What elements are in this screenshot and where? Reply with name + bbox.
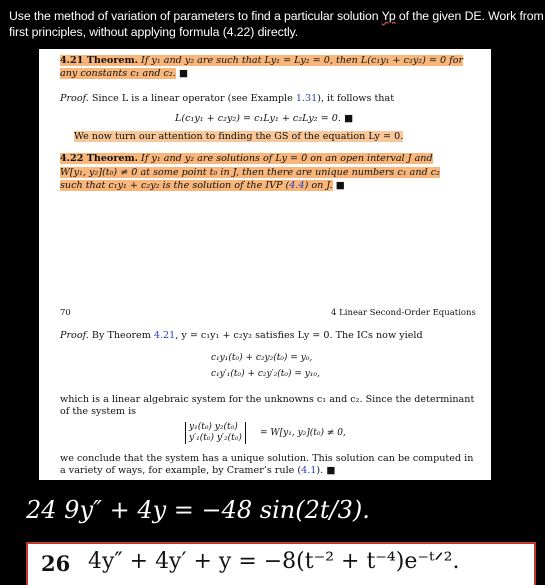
theorem-4-22-line-3: such that c₁y₁ + c₂y₂ is the solution of the IVP (4.4) on J. ■ <box>60 180 345 191</box>
determinant-row-1: y₁(t₀) y₂(t₀) <box>189 422 238 432</box>
question-text-end: of the given DE. Work from <box>395 9 544 23</box>
wronskian-determinant <box>185 422 246 444</box>
equation-linearity: L(c₁y₁ + c₂y₂) = c₁Ly₁ + c₂Ly₂ = 0. ■ <box>175 113 354 124</box>
problem-equation: 4y″ + 4y′ + y = −8(t⁻² + t⁻⁴)e⁻ᵗᐟ². <box>88 549 460 574</box>
proof-text: By Theorem <box>91 330 154 341</box>
theorem-label: 4.22 Theorem. <box>60 153 138 164</box>
problem-number: 26 <box>41 551 71 576</box>
proof-label: Proof. <box>60 330 89 341</box>
equation: L(c₁y₁ + c₂y₂) = c₁Ly₁ + c₂Ly₂ = 0. <box>175 113 341 124</box>
conclusion-text-2: a variety of ways, for example, by Cramer’s rule (4.1). ■ <box>60 465 336 476</box>
theorem-text: any constants c₁ and c₂. <box>60 68 176 79</box>
cramer-link[interactable]: 4.1 <box>301 465 317 476</box>
gs-line: We now turn our attention to finding the GS of the equation Ly = 0. <box>74 131 404 142</box>
example-link[interactable]: 1.31 <box>295 93 318 104</box>
conclusion-text-end: ). <box>316 465 324 476</box>
page-blank-area <box>39 200 491 290</box>
proof-text-end: ), it follows that <box>317 93 395 104</box>
determinant-row-2: y′₁(t₀) y′₂(t₀) <box>189 433 242 443</box>
ic-equation-1: c₁y₁(t₀) + c₂y₂(t₀) = y₀, <box>211 353 313 363</box>
textbook-excerpt-1-cont <box>39 167 491 200</box>
previous-problem-cutoff <box>26 496 386 525</box>
proof-line <box>60 330 423 341</box>
textbook-excerpt-2 <box>39 290 491 480</box>
ic-equation-2: c₁y′₁(t₀) + c₂y′₂(t₀) = y₁₀, <box>211 369 320 379</box>
problem-area <box>20 496 545 585</box>
theorem-text: ) on J. <box>304 180 333 191</box>
equation-link[interactable]: 4.4 <box>289 180 305 191</box>
problem-26-box[interactable] <box>26 542 536 585</box>
theorem-4-22-line-2: W[y₁, y₂](t₀) ≠ 0 at some point t₀ in J, then there are unique numbers c₁ and c₂ <box>60 167 440 178</box>
proof-text: , y = c₁y₁ + c₂y₂ satisfies Ly = 0. The ICs now yield <box>175 330 423 341</box>
conclusion-text-1: we conclude that the system has a unique solution. This solution can be computed in <box>60 453 474 464</box>
system-text-1: which is a linear algebraic system for the unknowns c₁ and c₂. Since the determinant <box>60 394 475 405</box>
question-line-1 <box>9 9 544 23</box>
theorem-label: 4.21 Theorem. <box>60 55 138 66</box>
previous-problem-equation: 24 9y″ + 4y = −48 sin(2t/3). <box>26 496 370 524</box>
proof-label: Proof. <box>60 93 89 104</box>
question-text: Use the method of variation of parameters to find a particular solution <box>9 9 382 23</box>
chapter-header: 4 Linear Second-Order Equations <box>331 308 476 318</box>
system-text-2: of the system is <box>60 406 137 417</box>
yp-term: Yp <box>381 9 396 23</box>
proof-text: Since L is a linear operator (see Example <box>91 93 296 104</box>
conclusion-text: a variety of ways, for example, by Cramer’s rule ( <box>60 465 302 476</box>
theorem-text: If y₁ and y₂ are such that Ly₁ = Ly₂ = 0, then L(c₁y₁ + c₂y₂) = 0 for <box>141 55 464 66</box>
theorem-4-21-line-1 <box>60 55 463 66</box>
theorem-text: such that c₁y₁ + c₂y₂ is the solution of the IVP ( <box>60 180 290 191</box>
question-header <box>0 0 545 49</box>
textbook-excerpt-1 <box>39 49 491 170</box>
question-line-2: first principles, without applying formula (4.22) directly. <box>9 25 299 39</box>
page-number: 70 <box>60 308 71 318</box>
theorem-4-22-line-1 <box>60 153 433 164</box>
theorem-text: If y₁ and y₂ are solutions of Ly = 0 on an open interval J and <box>141 153 433 164</box>
theorem-link[interactable]: 4.21 <box>153 330 176 341</box>
theorem-4-21-line-2: any constants c₁ and c₂. ■ <box>60 68 188 79</box>
wronskian-equation: = W[y₁, y₂](t₀) ≠ 0, <box>260 428 346 438</box>
proof-line <box>60 93 394 104</box>
